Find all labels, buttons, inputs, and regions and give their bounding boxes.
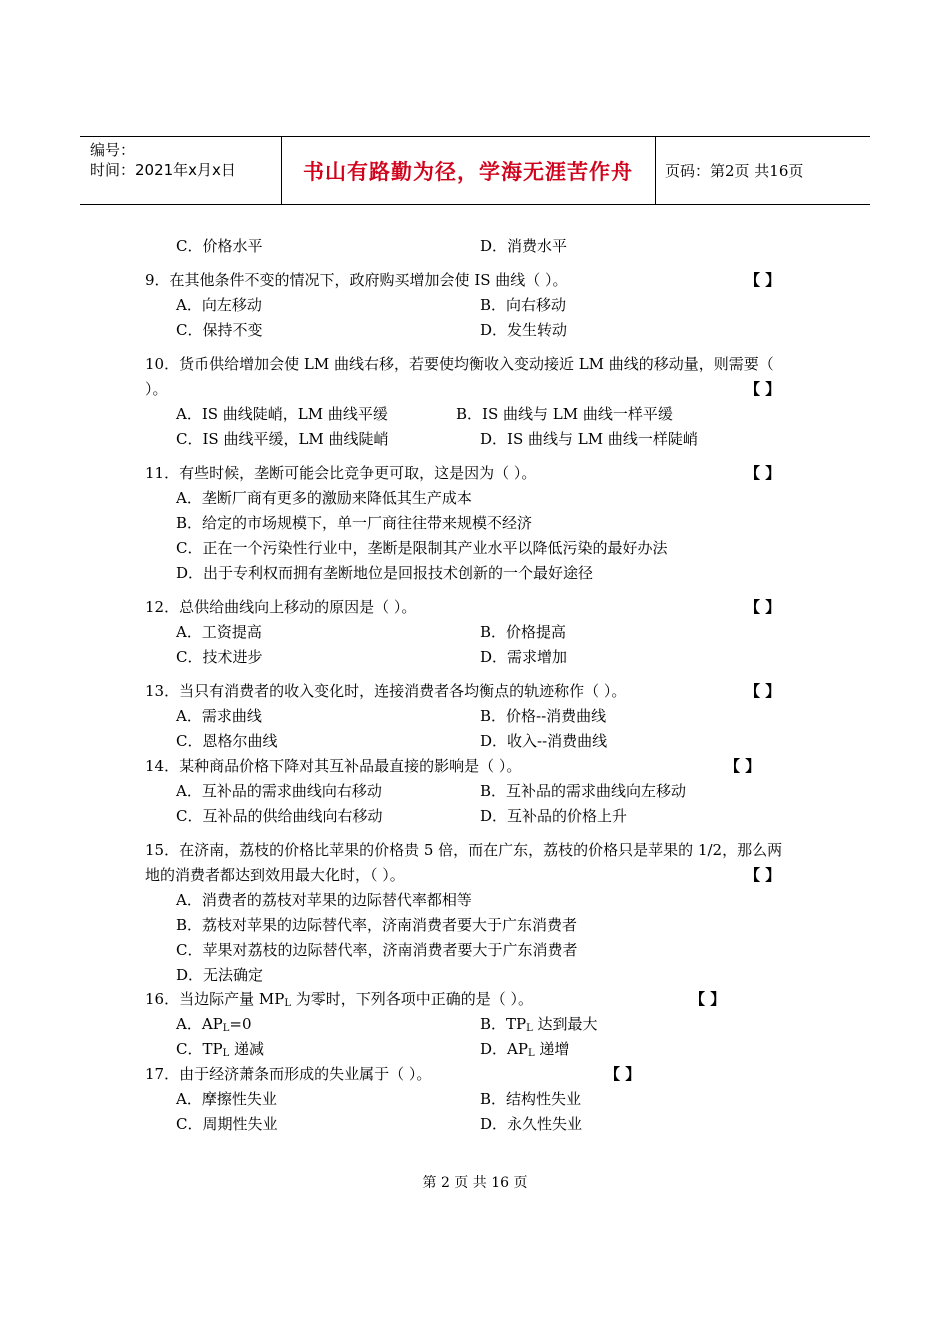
option-d: D．无法确定 [176, 966, 264, 984]
option-d: D．出于专利权而拥有垄断地位是回报技术创新的一个最好途径 [176, 564, 594, 582]
answer-bracket: 【 】 [690, 990, 726, 1008]
subscript: L [222, 1023, 230, 1034]
option-a: A．工资提高 [176, 623, 262, 641]
question-stem-cont: ）。 [145, 380, 168, 398]
option-d: D．永久性失业 [480, 1115, 583, 1133]
option-b: B．互补品的需求曲线向左移动 [480, 782, 687, 800]
option-text: 递减 [229, 1040, 264, 1058]
option-text: D．AP [480, 1040, 528, 1058]
question-stem: 17．由于经济萧条而形成的失业属于（ ）。 [145, 1065, 432, 1083]
option-c [176, 1039, 264, 1064]
answer-bracket: 【 】 [605, 1065, 641, 1083]
question-stem: 13．当只有消费者的收入变化时，连接消费者各均衡点的轨迹称作（ ）。 [145, 682, 627, 700]
question-stem: 14．某种商品价格下降对其互补品最直接的影响是（ ）。 [145, 757, 522, 775]
question-stem: 9．在其他条件不变的情况下，政府购买增加会使 IS 曲线（ ）。 [145, 271, 568, 289]
option-a: A．消费者的荔枝对苹果的边际替代率都相等 [176, 891, 472, 909]
option-b: B．IS 曲线与 LM 曲线一样平缓 [456, 405, 673, 423]
option-b: B．给定的市场规模下，单一厂商往往带来规模不经济 [176, 514, 533, 532]
option-a: A．互补品的需求曲线向右移动 [176, 782, 382, 800]
question-stem: 12．总供给曲线向上移动的原因是（ ）。 [145, 598, 417, 616]
time-label: 时间：2021年x月x日 [90, 161, 236, 179]
answer-bracket: 【 】 [745, 380, 781, 398]
page-header [80, 136, 870, 205]
answer-bracket: 【 】 [745, 464, 781, 482]
option-d: D．发生转动 [480, 321, 568, 339]
option-c: C．技术进步 [176, 648, 263, 666]
option-c: C．苹果对荔枝的边际替代率，济南消费者要大于广东消费者 [176, 941, 578, 959]
answer-bracket: 【 】 [745, 866, 781, 884]
answer-bracket: 【 】 [745, 598, 781, 616]
option-d: D．需求增加 [480, 648, 568, 666]
stem-text: 16．当边际产量 MP [145, 990, 285, 1008]
question-stem: 11．有些时候，垄断可能会比竞争更可取，这是因为（ ）。 [145, 464, 537, 482]
option-c: C．恩格尔曲线 [176, 732, 278, 750]
header-motto: 书山有路勤为径，学海无涯苦作舟 [303, 159, 633, 184]
option-a: A．IS 曲线陡峭，LM 曲线平缓 [176, 405, 388, 423]
option-b: B．价格--消费曲线 [480, 707, 607, 725]
number-label: 编号： [90, 141, 136, 159]
option-c: C．周期性失业 [176, 1115, 278, 1133]
question-stem: 10．货币供给增加会使 LM 曲线右移，若要使均衡收入变动接近 LM 曲线的移动量，则需要（ [145, 355, 774, 373]
option-text: 递增 [534, 1040, 570, 1058]
question-stem: 15．在济南，荔枝的价格比苹果的价格贵 5 倍，而在广东，荔枝的价格只是苹果的 1/2，那么两 [145, 841, 783, 859]
answer-bracket: 【 】 [725, 757, 761, 775]
option-a: A．摩擦性失业 [176, 1090, 277, 1108]
option-b [480, 1014, 598, 1039]
answer-bracket: 【 】 [745, 271, 781, 289]
option-c: C．价格水平 [176, 237, 263, 255]
answer-bracket: 【 】 [745, 682, 781, 700]
option-text: B．TP [480, 1015, 527, 1033]
subscript: L [527, 1048, 535, 1059]
option-d: D．消费水平 [480, 237, 568, 255]
option-b: B．价格提高 [480, 623, 567, 641]
option-a: A．垄断厂商有更多的激励来降低其生产成本 [176, 489, 472, 507]
header-divider [655, 137, 656, 204]
subscript: L [526, 1023, 533, 1034]
option-b: B．荔枝对苹果的边际替代率，济南消费者要大于广东消费者 [176, 916, 578, 934]
option-c: C．互补品的供给曲线向右移动 [176, 807, 383, 825]
option-c: C．保持不变 [176, 321, 263, 339]
stem-text: 为零时，下列各项中正确的是（ ）。 [290, 990, 533, 1008]
option-text: A．AP [176, 1015, 223, 1033]
header-page-info: 页码：第2页 共16页 [665, 162, 804, 180]
option-c: C．正在一个污染性行业中，垄断是限制其产业水平以降低污染的最好办法 [176, 539, 668, 557]
option-d: D．互补品的价格上升 [480, 807, 628, 825]
option-c: C．IS 曲线平缓，LM 曲线陡峭 [176, 430, 389, 448]
option-text: =0 [229, 1015, 252, 1033]
question-stem [145, 989, 533, 1014]
option-text: 达到最大 [532, 1015, 598, 1033]
option-d [480, 1039, 569, 1064]
subscript: L [284, 998, 291, 1009]
page-footer: 第 2 页 共 16 页 [422, 1175, 528, 1191]
option-b: B．向右移动 [480, 296, 567, 314]
option-a: A．需求曲线 [176, 707, 262, 725]
header-meta [90, 137, 280, 204]
option-a [176, 1014, 252, 1039]
subscript: L [222, 1048, 230, 1059]
option-b: B．结构性失业 [480, 1090, 582, 1108]
option-text: C．TP [176, 1040, 223, 1058]
question-stem-cont: 地的消费者都达到效用最大化时，（ ）。 [145, 866, 405, 884]
option-a: A．向左移动 [176, 296, 262, 314]
option-d: D．IS 曲线与 LM 曲线一样陡峭 [480, 430, 698, 448]
option-d: D．收入--消费曲线 [480, 732, 608, 750]
